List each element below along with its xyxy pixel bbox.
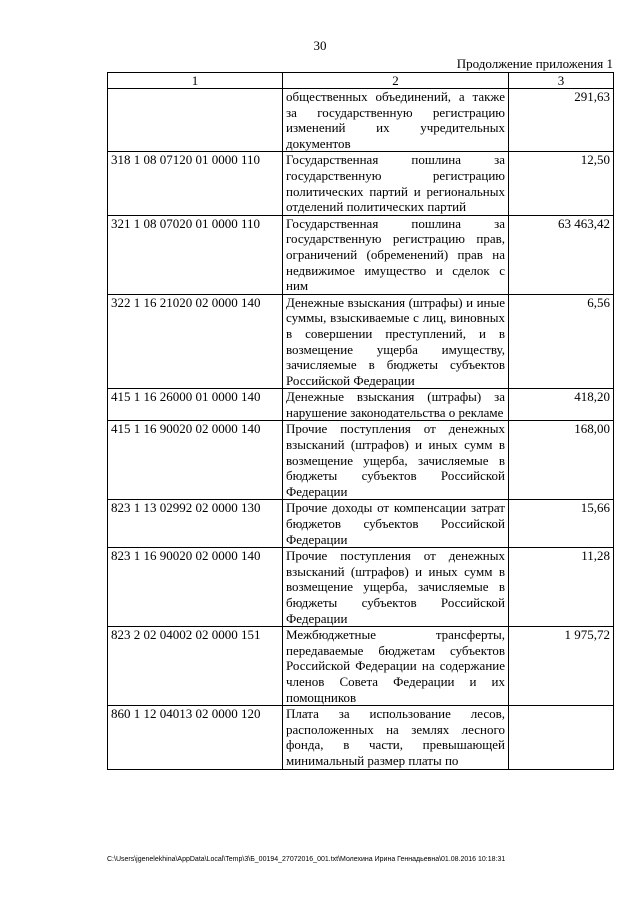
table-row — [108, 294, 614, 389]
row-code: 321 1 08 07020 01 0000 110 — [108, 215, 283, 294]
row-description: общественных объединений, а также за государственную регистрацию изменений их учредительных документов — [283, 89, 509, 152]
row-description: Государственная пошлина за государственную регистрацию прав, ограничений (обременений) прав на недвижимое имущество и сделок с ним — [283, 215, 509, 294]
row-code: 415 1 16 26000 01 0000 140 — [108, 389, 283, 421]
row-description: Прочие доходы от компенсации затрат бюджетов субъектов Российской Федерации — [283, 500, 509, 548]
table-row — [108, 152, 614, 215]
row-amount: 11,28 — [509, 548, 614, 627]
row-description: Денежные взыскания (штрафы) и иные суммы, взыскиваемые с лиц, виновных в совершении преступлений, и в возмещение ущерба имуществу, зачисляемые в бюджеты субъектов Российской Федерации — [283, 294, 509, 389]
appendix-note: Продолжение приложения 1 — [456, 56, 613, 71]
header-col-2: 2 — [283, 73, 509, 89]
row-amount: 12,50 — [509, 152, 614, 215]
table-row — [108, 421, 614, 500]
row-code: 823 2 02 04002 02 0000 151 — [108, 627, 283, 706]
header-col-1: 1 — [108, 73, 283, 89]
row-code: 322 1 16 21020 02 0000 140 — [108, 294, 283, 389]
row-description: Межбюджетные трансферты, передаваемые бюджетам субъектов Российской Федерации на содержание членов Совета Федерации и их помощников — [283, 627, 509, 706]
row-amount: 15,66 — [509, 500, 614, 548]
table-row — [108, 89, 614, 152]
row-amount: 6,56 — [509, 294, 614, 389]
row-code — [108, 89, 283, 152]
row-description: Денежные взыскания (штрафы) за нарушение законодательства о рекламе — [283, 389, 509, 421]
row-amount: 63 463,42 — [509, 215, 614, 294]
table-row — [108, 706, 614, 769]
table-row — [108, 389, 614, 421]
footer-file-path: C:\Users\jgenelekhina\AppData\Local\Temp\3\Б_00194_27072016_001.txt\Молехина Ирина Геннадьевна\01.08.2016 10:18:31 — [107, 856, 506, 863]
row-description: Плата за использование лесов, расположенных на землях лесного фонда, в части, превышающей минимальный размер платы по — [283, 706, 509, 769]
row-code: 823 1 16 90020 02 0000 140 — [108, 548, 283, 627]
table-row — [108, 215, 614, 294]
table-header-row — [108, 73, 614, 89]
row-code: 415 1 16 90020 02 0000 140 — [108, 421, 283, 500]
revenue-table — [107, 72, 614, 770]
row-code: 860 1 12 04013 02 0000 120 — [108, 706, 283, 769]
table-row — [108, 500, 614, 548]
row-amount: 418,20 — [509, 389, 614, 421]
row-amount: 1 975,72 — [509, 627, 614, 706]
row-code: 823 1 13 02992 02 0000 130 — [108, 500, 283, 548]
row-description: Прочие поступления от денежных взысканий (штрафов) и иных сумм в возмещение ущерба, зачисляемые в бюджеты субъектов Российской Федерации — [283, 421, 509, 500]
row-code: 318 1 08 07120 01 0000 110 — [108, 152, 283, 215]
table-row — [108, 627, 614, 706]
header-col-3: 3 — [509, 73, 614, 89]
row-amount: 291,63 — [509, 89, 614, 152]
row-amount: 168,00 — [509, 421, 614, 500]
row-amount — [509, 706, 614, 769]
row-description: Прочие поступления от денежных взысканий (штрафов) и иных сумм в возмещение ущерба, зачисляемые в бюджеты субъектов Российской Федерации — [283, 548, 509, 627]
table-row — [108, 548, 614, 627]
row-description: Государственная пошлина за государственную регистрацию политических партий и региональных отделений политических партий — [283, 152, 509, 215]
page-number: 30 — [313, 38, 327, 53]
